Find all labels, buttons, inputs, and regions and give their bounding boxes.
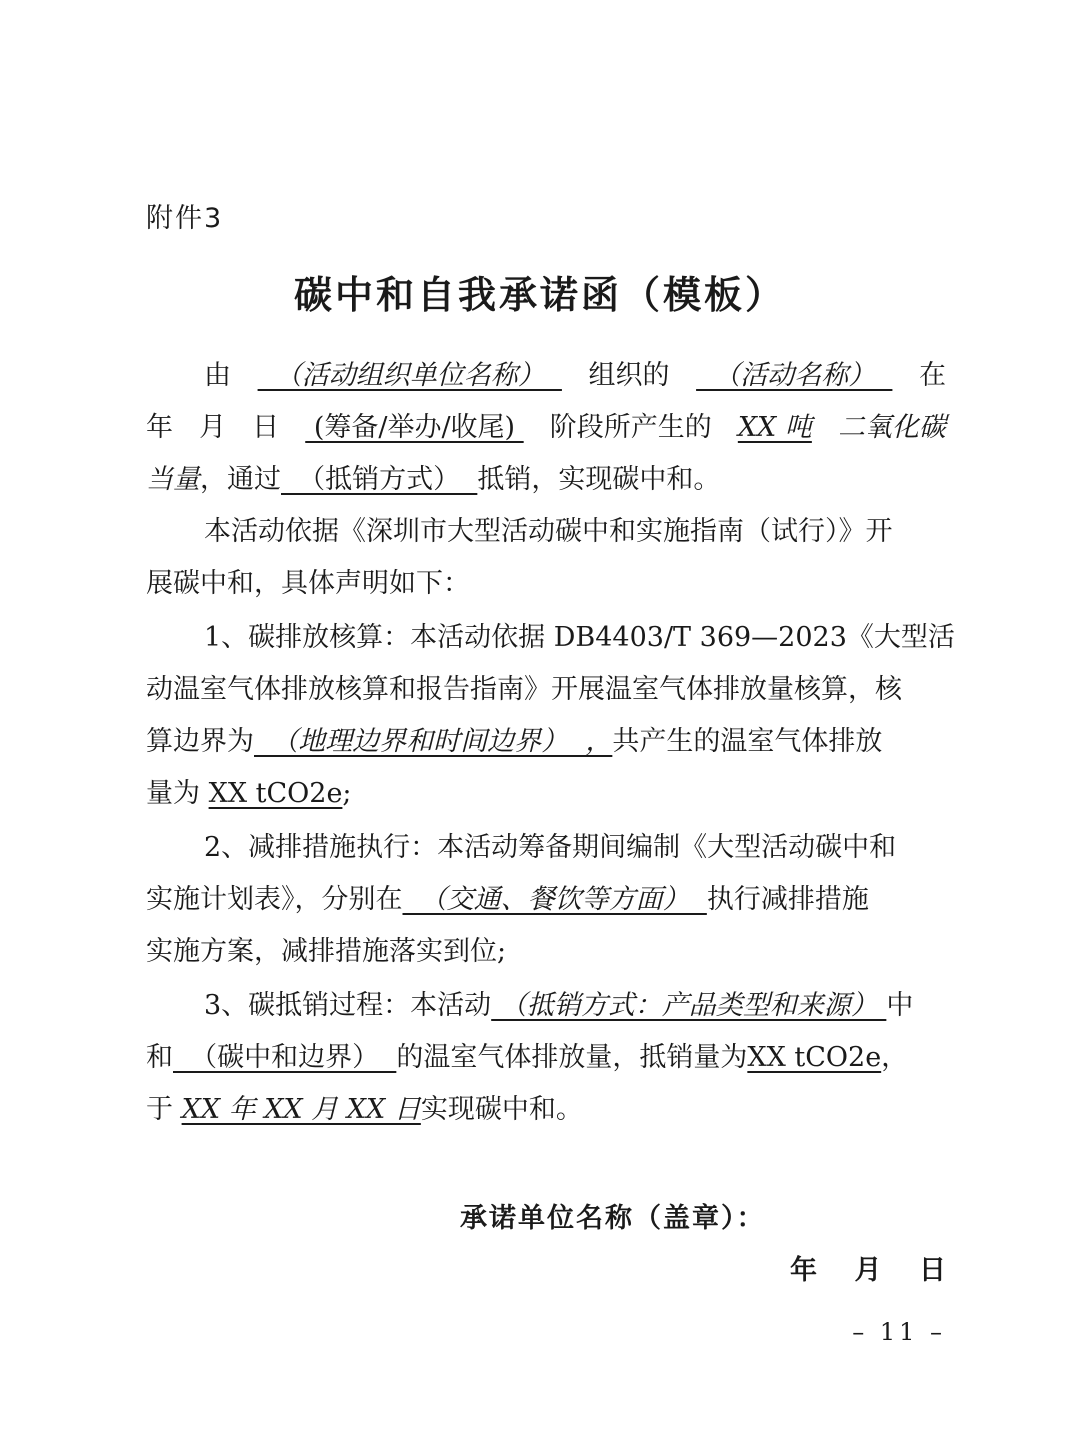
signature-unit-label: 承诺单位名称（盖章）： [460, 1203, 766, 1234]
text-segment: 执行减排措施 [706, 884, 869, 915]
offset-product-blank: （抵销方式：产品类型和来源） [491, 990, 887, 1021]
offset-method-blank: （抵销方式） [281, 464, 478, 495]
item2-line1: 2、减排措施执行：本活动筹备期间编制《大型活动碳中和 [204, 832, 897, 863]
para1-line1 [204, 356, 946, 396]
neutral-scope-blank: （碳中和边界） [173, 1042, 397, 1073]
item2-line3: 实施方案，减排措施落实到位; [146, 936, 507, 967]
item3-line1 [204, 986, 946, 1026]
day-label: 日 [252, 412, 280, 443]
text-segment: 量为 [146, 778, 200, 809]
text-segment: 和 [146, 1042, 173, 1073]
para1-line3 [146, 460, 946, 500]
stage-blank: (筹备/举办/收尾) [305, 412, 524, 443]
text-segment: 共产生的温室气体排放 [612, 726, 883, 757]
text-segment: 当量 [146, 464, 200, 495]
signature-date [790, 1248, 946, 1287]
text-segment: 组织的 [588, 360, 670, 391]
text-segment: 实现碳中和。 [420, 1094, 583, 1125]
reduction-area-blank: （交通、餐饮等方面） [402, 884, 707, 915]
item3-line2 [146, 1038, 946, 1078]
text-segment: ; [342, 778, 352, 809]
text-segment: ，通过 [200, 464, 281, 495]
text-segment: 二氧化碳 [837, 412, 946, 443]
offset-amount-blank: XX tCO2e [747, 1042, 882, 1073]
item2-line2 [146, 880, 946, 920]
emission-total-blank: XX tCO2e [208, 778, 343, 809]
sign-month-label: 月 [854, 1255, 882, 1286]
text-segment: ， [881, 1042, 909, 1073]
sign-day-label: 日 [919, 1255, 946, 1286]
emission-amount-blank: XX 吨 [737, 412, 812, 443]
para2-line2: 展碳中和，具体声明如下： [146, 568, 470, 599]
text-segment: 算边界为 [146, 726, 254, 757]
para2-line1: 本活动依据《深圳市大型活动碳中和实施指南（试行）》开 [204, 516, 893, 547]
boundary-blank: （地理边界和时间边界） ， [254, 726, 613, 757]
text-segment: 抵销，实现碳中和。 [477, 464, 721, 495]
text-segment: 于 [146, 1094, 173, 1125]
page-number: – 11 – [852, 1318, 946, 1346]
text-segment: 在 [919, 360, 946, 391]
text-segment: 阶段所产生的 [549, 412, 712, 443]
event-name-blank: （活动名称） [696, 360, 893, 391]
month-label: 月 [199, 412, 227, 443]
attachment-label: 附件3 [146, 203, 224, 234]
completion-date-blank: XX 年 XX 月 XX 日 [181, 1094, 421, 1125]
text-segment: 实施计划表》，分别在 [146, 884, 403, 915]
document-title: 碳中和自我承诺函（模板） [293, 273, 786, 317]
item1-line3 [146, 722, 946, 762]
sign-year-label: 年 [790, 1255, 817, 1286]
year-label: 年 [146, 412, 173, 443]
text-segment: 由 [204, 360, 231, 391]
para1-line2 [146, 408, 946, 448]
item3-line3 [146, 1090, 946, 1130]
text-segment: 中 [886, 990, 914, 1021]
item1-line2: 动温室气体排放核算和报告指南》开展温室气体排放量核算，核 [146, 674, 902, 705]
text-segment: 3、碳抵销过程：本活动 [204, 990, 492, 1021]
item1-line1: 1、碳排放核算：本活动依据 DB4403/T 369—2023《大型活 [204, 622, 955, 653]
item1-line4 [146, 774, 946, 814]
org-name-blank: （活动组织单位名称） [257, 360, 562, 391]
text-segment: 的温室气体排放量，抵销量为 [396, 1042, 748, 1073]
